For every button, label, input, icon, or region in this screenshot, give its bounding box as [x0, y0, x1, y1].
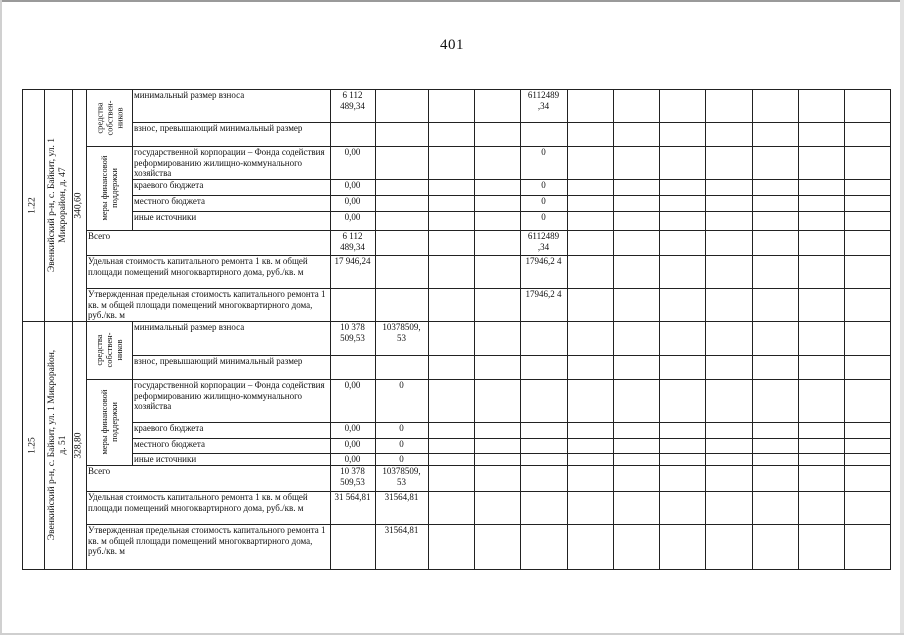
- house-address-line: Микрорайон, д. 47: [58, 167, 68, 243]
- split-value: [377, 90, 426, 122]
- house-address: [47, 325, 69, 565]
- cost-value: [522, 466, 565, 491]
- total-value: 10 378 509,53: [340, 322, 365, 343]
- group-financial-support-line: поддержки: [109, 402, 119, 442]
- house-area: [74, 175, 85, 235]
- cost-value: [522, 322, 565, 355]
- scan-edge-left: [0, 0, 2, 635]
- group-owner-funds-line: ников: [114, 106, 124, 129]
- scan-edge-right: [900, 0, 904, 635]
- table-rule-vertical: [132, 321, 133, 465]
- row-index-line: 1.22: [27, 196, 38, 214]
- row-label: государственной корпорации – Фонда содействия реформированию жилищно-коммунального хозяйства: [134, 147, 325, 178]
- row-label: Всего: [88, 466, 111, 476]
- split-value: 0: [399, 454, 404, 464]
- house-area-line: 340,60: [73, 191, 84, 219]
- total-value: [332, 123, 373, 146]
- cost-value: [522, 423, 565, 438]
- table-rule-vertical: [520, 321, 521, 570]
- total-value: 0,00: [344, 196, 361, 206]
- split-value: 0: [399, 423, 404, 433]
- row-label: иные источники: [134, 454, 197, 464]
- table-rule-vertical: [798, 321, 799, 570]
- cost-value: 17946,2 4: [525, 256, 562, 266]
- cost-value: 17946,2 4: [525, 289, 562, 299]
- cost-value: 0: [541, 196, 546, 206]
- cost-value: [522, 123, 565, 146]
- row-label: местного бюджета: [134, 439, 205, 449]
- cost-value: [522, 356, 565, 379]
- total-value: 0,00: [344, 423, 361, 433]
- row-label: минимальный размер взноса: [134, 90, 245, 100]
- row-label: взнос, превышающий минимальный размер: [134, 356, 303, 366]
- split-value: [377, 196, 426, 211]
- table-rule-vertical: [375, 321, 376, 570]
- house-address-line: д. 51: [58, 435, 68, 455]
- table-rule-vertical: [659, 321, 660, 570]
- split-value: [377, 147, 426, 179]
- capital-repair-table: [22, 89, 890, 569]
- house-address-line: Эвенкийский р-н, с. Байкит, ул. 1: [47, 137, 57, 273]
- table-rule-vertical: [22, 89, 23, 322]
- group-financial-support-line: поддержки: [109, 168, 119, 208]
- row-label: краевого бюджета: [134, 180, 204, 190]
- split-value: [377, 212, 426, 230]
- group-owner-funds-line: собствен-: [104, 332, 114, 368]
- house-area-line: 328,80: [73, 431, 84, 459]
- cost-value: 0: [541, 212, 546, 222]
- cost-value: [522, 492, 565, 524]
- split-value: 31564,81: [384, 525, 419, 535]
- cost-value: [522, 525, 565, 569]
- table-rule-vertical: [44, 321, 45, 570]
- row-label: Утвержденная предельная стоимость капитального ремонта 1 кв. м общей площади помещений многоквартирного дома, руб./кв. м: [88, 289, 326, 320]
- table-rule-vertical: [567, 321, 568, 570]
- total-value: 17 946,24: [334, 256, 371, 266]
- row-label: государственной корпорации – Фонда содействия реформированию жилищно-коммунального хозяйства: [134, 380, 325, 411]
- cost-value: 6112489 ,34: [527, 90, 560, 111]
- row-index: [28, 415, 39, 475]
- total-value: 0,00: [344, 147, 361, 157]
- table-rule-vertical: [705, 321, 706, 570]
- cost-value: 0: [541, 147, 546, 157]
- split-value: 10378509, 53: [382, 466, 421, 487]
- split-value: [377, 256, 426, 288]
- total-value: 31 564,81: [334, 492, 371, 502]
- table-rule-vertical: [428, 321, 429, 570]
- cost-value: [522, 454, 565, 465]
- total-value: 0,00: [344, 212, 361, 222]
- group-financial-support: [99, 148, 119, 228]
- table-rule-vertical: [613, 321, 614, 570]
- split-value: 31564,81: [384, 492, 419, 502]
- split-value: 0: [399, 380, 404, 390]
- group-owner-funds-line: средства: [94, 334, 104, 366]
- house-address-line: Эвенкийский р-н, с. Байкит, ул. 1 Микрорайон,: [47, 349, 57, 541]
- total-value: 6 112 489,34: [340, 90, 365, 111]
- group-financial-support: [99, 381, 119, 463]
- table-rule-horizontal: [86, 146, 132, 147]
- group-owner-funds: [94, 91, 124, 144]
- cost-value: 0: [541, 180, 546, 190]
- table-rule-vertical: [22, 321, 23, 570]
- total-value: [332, 289, 373, 321]
- table-rule-horizontal: [86, 379, 132, 380]
- table-rule-vertical: [132, 89, 133, 230]
- table-rule-vertical: [474, 321, 475, 570]
- split-value: [377, 180, 426, 195]
- scan-edge-top: [0, 0, 904, 2]
- group-owner-funds-line: ников: [114, 339, 124, 361]
- total-value: 6 112 489,34: [340, 231, 365, 252]
- group-financial-support-line: меры финансовой: [99, 389, 109, 455]
- split-value: [377, 231, 426, 255]
- group-owner-funds: [94, 323, 124, 377]
- table-rule-vertical: [86, 321, 87, 570]
- cost-value: [522, 380, 565, 422]
- row-label: Удельная стоимость капитального ремонта 1 кв. м общей площади помещений многоквартирного дома, руб./кв. м: [88, 492, 308, 513]
- total-value: [332, 356, 373, 379]
- cost-value: 6112489 ,34: [527, 231, 560, 252]
- row-label: минимальный размер взноса: [134, 322, 245, 332]
- total-value: 0,00: [344, 454, 361, 464]
- split-value: [377, 356, 426, 379]
- table-rule-horizontal: [22, 569, 891, 570]
- split-value: 0: [399, 439, 404, 449]
- group-owner-funds-line: собствен-: [104, 100, 114, 135]
- row-label: взнос, превышающий минимальный размер: [134, 123, 303, 133]
- total-value: 10 378 509,53: [340, 466, 365, 487]
- split-value: 10378509, 53: [382, 322, 421, 343]
- total-value: 0,00: [344, 439, 361, 449]
- house-area: [74, 415, 85, 475]
- row-label: Всего: [88, 231, 111, 241]
- cost-value: [522, 439, 565, 453]
- total-value: 0,00: [344, 380, 361, 390]
- row-label: Удельная стоимость капитального ремонта 1 кв. м общей площади помещений многоквартирного дома, руб./кв. м: [88, 256, 308, 277]
- table-rule-vertical: [844, 321, 845, 570]
- table-rule-vertical: [330, 321, 331, 570]
- house-address: [47, 93, 69, 317]
- total-value: 0,00: [344, 180, 361, 190]
- row-label: иные источники: [134, 212, 197, 222]
- group-financial-support-line: меры финансовой: [99, 155, 109, 221]
- row-index: [28, 175, 39, 235]
- table-rule-vertical: [890, 321, 891, 570]
- row-label: местного бюджета: [134, 196, 205, 206]
- row-index-line: 1.25: [27, 436, 38, 454]
- split-value: [377, 123, 426, 146]
- group-owner-funds-line: средства: [94, 101, 104, 134]
- row-label: краевого бюджета: [134, 423, 204, 433]
- total-value: [332, 525, 373, 569]
- page-number: 401: [440, 37, 464, 53]
- row-label: Утвержденная предельная стоимость капитального ремонта 1 кв. м общей площади помещений многоквартирного дома, руб./кв. м: [88, 525, 326, 556]
- table-rule-vertical: [752, 321, 753, 570]
- table-rule-vertical: [44, 89, 45, 322]
- split-value: [377, 289, 426, 321]
